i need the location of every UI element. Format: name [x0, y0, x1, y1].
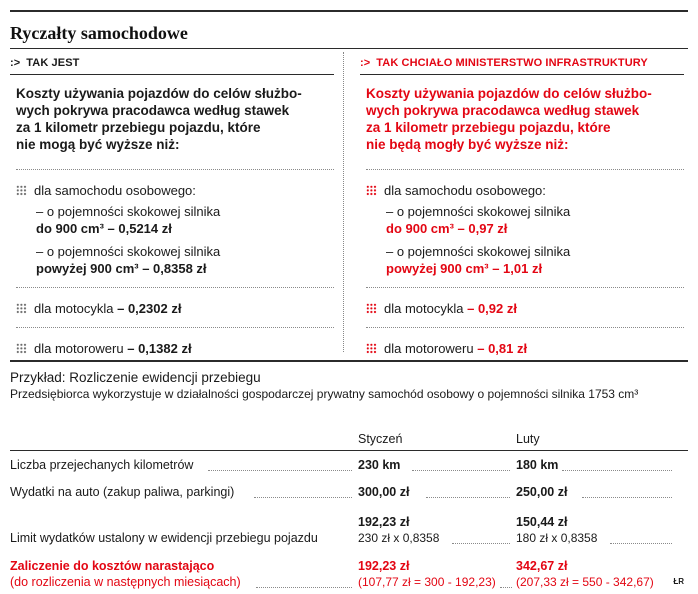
left-intro-line: za 1 kilometr przebiegu pojazdu, które	[16, 120, 261, 135]
column-header-january: Styczeń	[358, 432, 403, 446]
left-intro	[16, 85, 334, 153]
title-rule	[10, 48, 688, 49]
right-car-category	[366, 182, 684, 199]
row-calc-february: (207,33 zł = 550 - 342,67)	[516, 575, 654, 589]
right-intro-line: Koszty używania pojazdów do celów służbo-	[366, 86, 652, 101]
left-intro-line: Koszty używania pojazdów do celów służbo-	[16, 86, 302, 101]
right-header-rule	[360, 74, 684, 75]
dot-leader	[500, 587, 512, 588]
dot-leader	[254, 497, 352, 498]
left-car-label: dla samochodu osobowego:	[34, 183, 196, 198]
left-sub-small-line2: do 900 cm³ – 0,5214 zł	[36, 221, 172, 236]
left-moto-value: – 0,2302 zł	[117, 301, 182, 316]
dot-leader	[256, 587, 352, 588]
left-header-rule	[10, 74, 334, 75]
left-moped-value: – 0,1382 zł	[127, 341, 192, 356]
row-value-february: 342,67 zł	[516, 559, 568, 573]
left-sub-large-line1: – o pojemności skokowej silnika	[36, 244, 221, 259]
grid-bullet-icon	[366, 185, 377, 196]
grid-bullet-icon	[16, 303, 27, 314]
right-intro	[366, 85, 684, 153]
row-value-january: 230 km	[358, 458, 401, 472]
dotted-separator	[366, 287, 684, 288]
right-sub-small	[386, 203, 684, 237]
grid-bullet-icon	[16, 185, 27, 196]
right-intro-line: wych pokrywa pracodawca według stawek	[366, 103, 640, 118]
right-moped-label: dla motoroweru	[384, 341, 474, 356]
right-sub-large-line2: powyżej 900 cm³ – 1,01 zł	[386, 261, 543, 276]
right-sub-small-line2: do 900 cm³ – 0,97 zł	[386, 221, 508, 236]
left-moped-category	[16, 340, 334, 357]
row-label-secondary: (do rozliczenia w następnych miesiącach)	[10, 575, 241, 589]
left-moped-label: dla motoroweru	[34, 341, 124, 356]
dot-leader	[208, 470, 352, 471]
left-sub-small	[36, 203, 334, 237]
section-rule	[10, 360, 688, 362]
left-column-header	[10, 52, 334, 74]
example-section	[10, 370, 688, 589]
row-calc-february: 180 zł x 0,8358	[516, 531, 598, 545]
right-moped-category	[366, 340, 684, 357]
row-value-february: 150,44 zł	[516, 515, 568, 529]
row-value-january: 192,23 zł	[358, 515, 410, 529]
table-rule	[10, 450, 688, 451]
dotted-separator	[366, 327, 684, 328]
right-moto-label: dla motocykla	[384, 301, 464, 316]
right-column	[360, 52, 684, 357]
right-moto-category	[366, 300, 684, 317]
right-moped-value: – 0,81 zł	[477, 341, 528, 356]
example-title: Przykład: Rozliczenie ewidencji przebiegu	[10, 370, 261, 385]
dot-leader	[452, 543, 510, 544]
arrow-marker-icon: :>	[360, 57, 371, 69]
dot-leader	[412, 470, 510, 471]
row-calc-january: (107,77 zł = 300 - 192,23)	[358, 575, 496, 589]
left-moto-category	[16, 300, 334, 317]
dot-leader	[426, 497, 510, 498]
column-divider	[343, 52, 344, 352]
row-label: Zaliczenie do kosztów narastająco	[10, 559, 215, 573]
right-sub-large-line1: – o pojemności skokowej silnika	[386, 244, 571, 259]
left-sub-large-line2: powyżej 900 cm³ – 0,8358 zł	[36, 261, 207, 276]
dot-leader	[582, 497, 672, 498]
right-car-label: dla samochodu osobowego:	[384, 183, 546, 198]
right-moto-value: – 0,92 zł	[467, 301, 517, 316]
row-value-february: 250,00 zł	[516, 485, 568, 499]
right-header-text: TAK CHCIAŁO MINISTERSTWO INFRASTRUKTURY	[376, 57, 648, 69]
right-intro-line: za 1 kilometr przebiegu pojazdu, które	[366, 120, 611, 135]
grid-bullet-icon	[366, 343, 377, 354]
left-sub-large	[36, 243, 334, 277]
dotted-separator	[16, 327, 334, 328]
left-moto-label: dla motocykla	[34, 301, 114, 316]
dot-leader	[562, 470, 672, 471]
row-label: Liczba przejechanych kilometrów	[10, 458, 194, 472]
left-intro-line: wych pokrywa pracodawca według stawek	[16, 103, 290, 118]
example-subtitle: Przedsiębiorca wykorzystuje w działalności gospodarczej prywatny samochód osobowy o pojemności silnika 1753 cm³	[10, 387, 639, 401]
column-header-february: Luty	[516, 432, 540, 446]
row-value-january: 300,00 zł	[358, 485, 410, 499]
top-rule	[10, 10, 688, 12]
grid-bullet-icon	[366, 303, 377, 314]
right-intro-line: nie będą mogły być wyższe niż:	[366, 137, 569, 152]
left-column	[10, 52, 334, 357]
row-calc-january: 230 zł x 0,8358	[358, 531, 440, 545]
dotted-separator	[16, 169, 334, 170]
right-sub-small-line1: – o pojemności skokowej silnika	[386, 204, 571, 219]
row-value-january: 192,23 zł	[358, 559, 410, 573]
author-credit: ŁR	[673, 577, 684, 586]
dotted-separator	[366, 169, 684, 170]
dotted-separator	[16, 287, 334, 288]
right-column-header	[360, 52, 684, 74]
left-intro-line: nie mogą być wyższe niż:	[16, 137, 180, 152]
page-title: Ryczałty samochodowe	[10, 23, 188, 43]
row-value-february: 180 km	[516, 458, 559, 472]
left-car-category	[16, 182, 334, 199]
arrow-marker-icon: :>	[10, 57, 21, 69]
row-label: Wydatki na auto (zakup paliwa, parkingi)	[10, 485, 235, 499]
left-sub-small-line1: – o pojemności skokowej silnika	[36, 204, 221, 219]
dot-leader	[610, 543, 672, 544]
row-label: Limit wydatków ustalony w ewidencji przebiegu pojazdu	[10, 531, 318, 545]
left-header-text: TAK JEST	[26, 57, 80, 69]
right-sub-large	[386, 243, 684, 277]
grid-bullet-icon	[16, 343, 27, 354]
